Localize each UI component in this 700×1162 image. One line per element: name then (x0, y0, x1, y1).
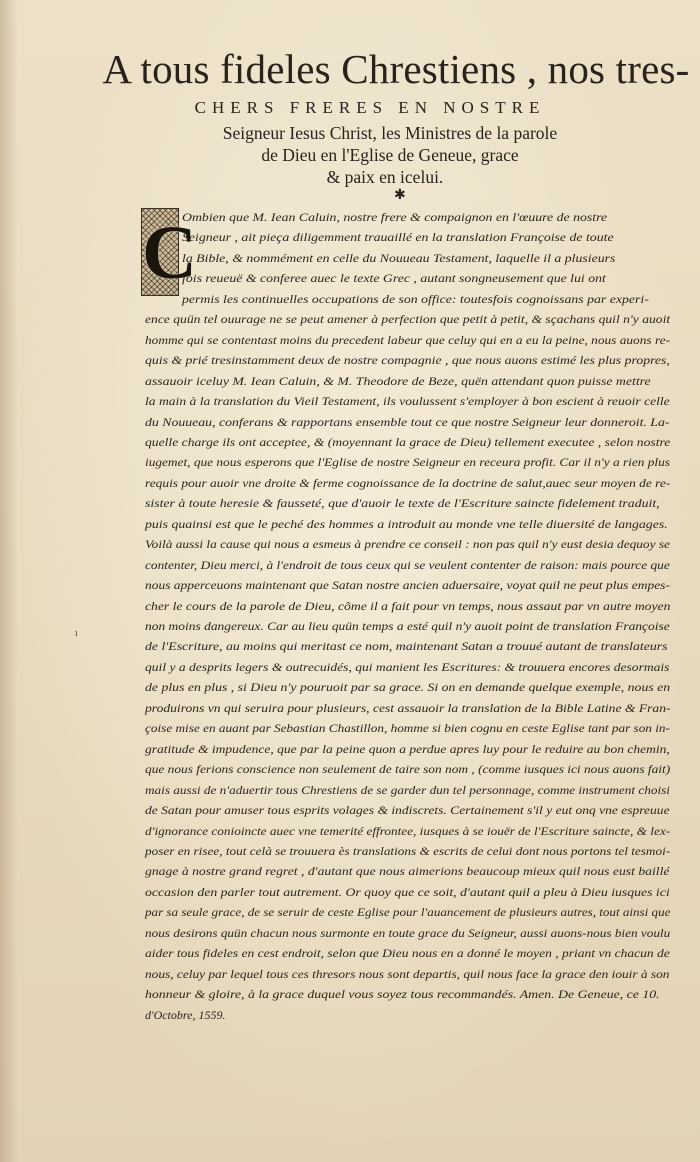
heading-line-2: CHERS FRERES EN NOSTRE (194, 98, 546, 117)
body-line: gnage à nostre grand regret , d'autant que nous aimerions beaucoup mieux quil nous eust baillé (145, 864, 670, 879)
body-line: quis & prié tresinstamment deux de nostre compagnie , que nous auons estimé les plus propres, (145, 353, 670, 368)
body-line: nous apperceuons maintenant que Satan nostre ancien aduersaire, voyat quil ne peut plus empes- (145, 578, 670, 593)
body-line: puis quainsi est que le peché des hommes a introduit au monde vne telle diuersité de langages. (145, 516, 668, 531)
body-line: Voilà aussi la cause qui nous a esmeus à prendre ce conseil : non pas quil n'y eust desia dequoy se (145, 537, 670, 552)
heading-line-3: Seigneur Iesus Christ, les Ministres de la parole (222, 123, 558, 143)
body-line: ence quün tel ouurage ne se peut amener à perfection que petit à petit, & sçachans quil n'y auoit (145, 312, 671, 327)
body-line: la Bible, & nommément en celle du Nouueau Testament, laquelle il a plusieurs (182, 250, 616, 265)
body-line: iugemet, que nous esperons que l'Eglise de nostre Seigneur en receura profit. Car il n'y a rien plus (145, 455, 670, 470)
body-line: permis les continuelles occupations de son office: toutesfois cognoissans par experi- (182, 291, 649, 306)
body-line: fois reueuë & conferee auec le texte Grec , autant songneusement que lui ont (182, 271, 606, 286)
body-line: quelle charge ils ont acceptee, & (moyennant la grace de Dieu) tellement executee , selon nostre (145, 434, 671, 449)
margin-mark: ı (75, 628, 78, 639)
body-line: assauoir iceluy M. Iean Caluin, & M. Theodore de Beze, quën attendant quon puisse mettre (145, 373, 651, 388)
body-line: quil y a desprits legers & outrecuidés, qui manient les Escritures: & trouuera encores desormais (145, 659, 670, 674)
body-line: Seigneur , ait pieça diligemment trauaillé en la translation Françoise de toute (182, 230, 614, 245)
body-line: de l'Escriture, au moins qui meritast ce nom, maintenant Satan a trouué autant de translateurs (145, 639, 668, 654)
body-line: gratitude & impudence, que par la peine quon a perdue apres luy pour le reduire au bon chemin, (145, 741, 670, 756)
body-line: nous, celuy par lequel tous ces thresors nous sont departis, quil nous face la grace den iouir à son (145, 966, 670, 981)
body-line: d'Octobre, 1559. (145, 1007, 226, 1022)
heading-line-4: de Dieu en l'Eglise de Geneue, grace (261, 145, 519, 165)
body-line: requis pour auoir vne droite & ferme cognoissance de la doctrine de salut,auec seur moyen de re- (145, 475, 671, 490)
body-line: honneur & gloire, à la grace duquel vous soyez tous recommandés. Amen. De Geneue, ce 10. (145, 987, 660, 1002)
body-line: çoise mise en auant par Sebastian Chastillon, homme si bien cognu en ceste Eglise tant par son in- (145, 721, 670, 736)
body-line: de plus en plus , si Dieu n'y pouruoit par sa grace. Si on en demande quelque exemple, nous en (145, 680, 671, 695)
body-line: du Nouueau, conferans & rapportans ensemble tout ce que nostre Seigneur leur donneroit. La- (145, 414, 670, 429)
heading-line-5: & paix en icelui. (326, 167, 444, 187)
ornament-asterisk-icon: ✱ (394, 188, 406, 203)
body-line: occasion den parler tout autrement. Or quoy que ce soit, d'autant quil a pleu à Dieu iusques ici (145, 884, 670, 899)
heading-line-1: A tous fideles Chrestiens , nos tres- (102, 46, 690, 92)
body-line: produirons vn qui seruira pour plusieurs, cest assauoir la translation de la Bible Latine & Fran- (145, 700, 671, 715)
decorated-initial-letter: C (142, 211, 197, 295)
body-line: homme qui se contentast moins du precedent labeur que celuy qui en a eu la peine, nous auons re- (145, 332, 671, 347)
body-line: contenter, Dieu merci, à l'endroit de tous ceux qui se veulent contenter de raison: mais pource que (145, 557, 670, 572)
body-line: mais aussi de n'aduertir tous Chrestiens de se garder dun tel personnage, comme instrument choisi (145, 782, 670, 797)
body-line: sister à toute heresie & fausseté, que d'auoir le texte de l'Escriture saincte fidelement traduit, (145, 496, 660, 511)
body-line: poser en risee, tout celà se trouuera ès translations & escrits de celui dont nous portons tel tesmoi- (145, 843, 671, 858)
body-line: aider tous fideles en cest endroit, selon que Dieu nous en a donné le moyen , priant vn chacun de (145, 946, 670, 961)
body-line: cher le cours de la parole de Dieu, cõme il a fait pour vn temps, nous assaut par vn autre moyen (145, 598, 671, 613)
body-line: par sa seule grace, de se seruir de ceste Eglise pour l'auancement de plusieurs autres, tout ainsi que (145, 905, 671, 920)
body-line: la main à la translation du Vieil Testament, ils voulussent s'employer à bon escient à reuoir celle (145, 394, 670, 409)
body-line: non moins dangereux. Car au lieu quün temps a esté quil n'y auoit point de translation Françoise (145, 619, 670, 633)
body-line: de Satan pour amuser tous esprits volages & indiscrets. Certainement s'il y eut onq vne espreuue (145, 803, 670, 818)
body-line: que nous ferions conscience non seulement de taire son nom , (comme iusques ici nous auons fait) (145, 762, 671, 777)
body-line: nous desirons quün chacun nous surmonte en toute grace du Seigneur, aussi auons-nous bien voulu (145, 925, 671, 940)
body-line: d'ignorance conioincte auec vne temerité effrontee, iusques à se iouër de l'Escriture saincte, & lex- (145, 823, 671, 838)
body-line: Ombien que M. Iean Caluin, nostre frere & compaignon en l'œuure de nostre (182, 210, 608, 224)
